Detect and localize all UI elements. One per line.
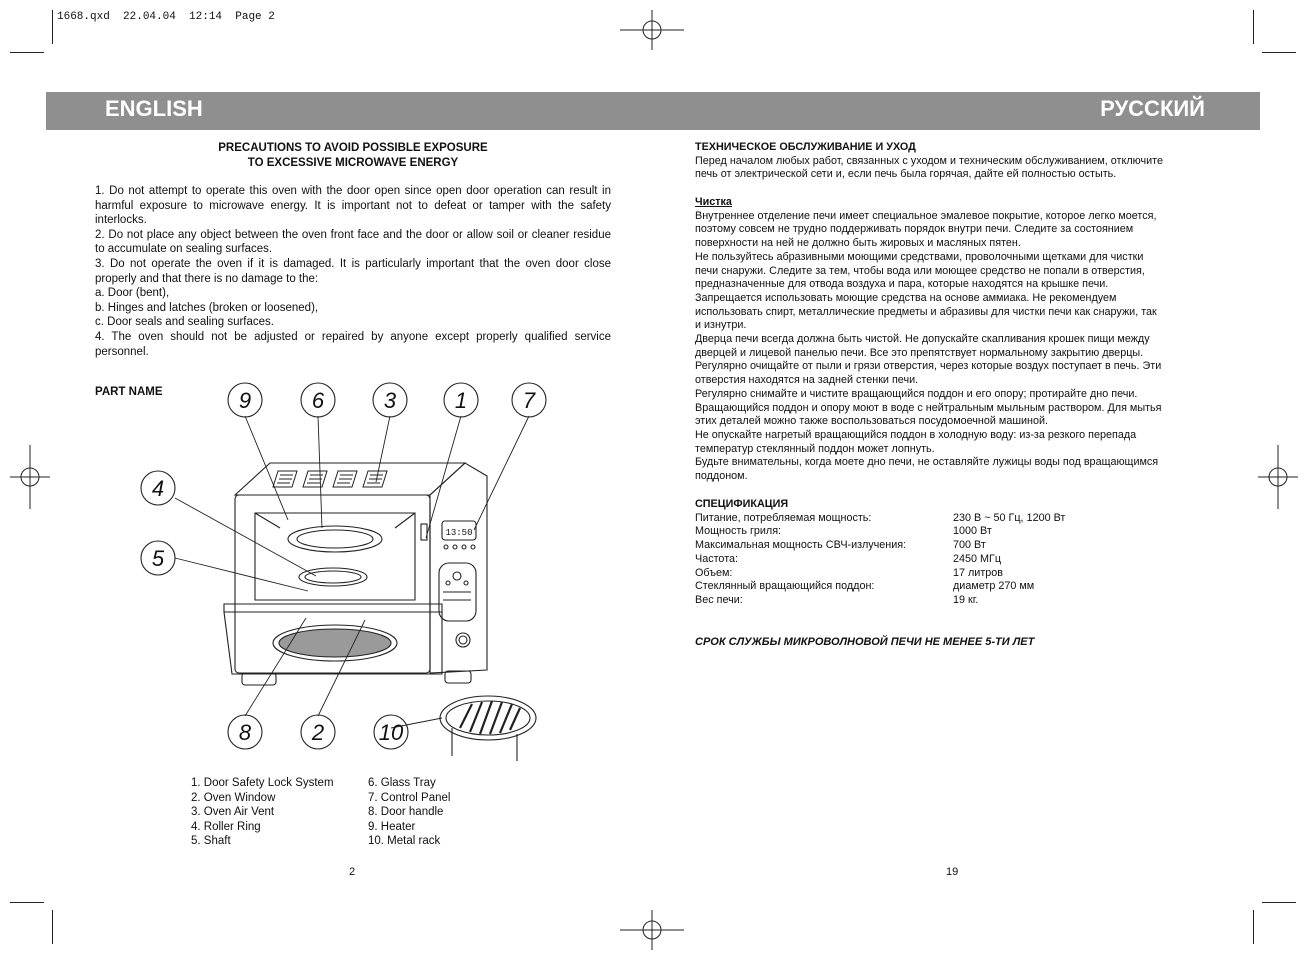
callout-10-label: 10	[378, 720, 404, 745]
cleaning-line: температур стеклянный поддон может лопнуть.	[695, 442, 935, 455]
part-name-label: PART NAME	[95, 386, 163, 398]
cleaning-line: использовать спирт, металлические предметы и абразивы для чистки печи как снаружи, так	[695, 305, 1157, 318]
spec-section	[695, 498, 1210, 608]
maintenance-section	[695, 141, 1210, 182]
part-item: 7. Control Panel	[368, 791, 451, 804]
header-english-title: ENGLISH	[105, 96, 203, 121]
callout-1-label: 1	[454, 388, 468, 413]
cleaning-line: этих деталей можно также воспользоваться посудомоечной машиной.	[695, 415, 1049, 428]
spec-key: Питание, потребляемая мощность:	[695, 511, 872, 524]
precaution-item: 4. The oven should not be adjusted or repaired by anyone except properly qualified service personnel.	[95, 330, 611, 358]
spec-row	[695, 525, 1210, 539]
crop-mark	[52, 910, 53, 944]
service-life-note: СРОК СЛУЖБЫ МИКРОВОЛНОВОЙ ПЕЧИ НЕ МЕНЕЕ 5-ТИ ЛЕТ	[695, 636, 1035, 648]
cleaning-section	[695, 196, 1210, 484]
spec-key: Мощность гриля:	[695, 525, 782, 538]
callout-7-label: 7	[522, 388, 536, 413]
header-russian-title: РУССКИЙ	[1100, 96, 1205, 121]
crop-mark	[1262, 52, 1296, 53]
spec-value: 230 В ~ 50 Гц, 1200 Вт	[953, 511, 1066, 524]
spec-key: Вес печи:	[695, 593, 743, 606]
callout-5-label: 5	[151, 546, 165, 571]
precautions-heading-line2: TO EXCESSIVE MICROWAVE ENERGY	[247, 157, 459, 169]
cleaning-line: Вращающийся поддон и опору моют в воде с нейтральным мыльным раствором. Для мытья	[695, 401, 1162, 414]
cleaning-line: Внутреннее отделение печи имеет специальное эмалевое покрытие, которое легко моется,	[695, 209, 1157, 222]
spec-value: 19 кг.	[953, 593, 979, 606]
cleaning-line: поэтому совсем не трудно поддерживать порядок внутри печи. Следите за состоянием	[695, 223, 1134, 236]
precaution-item: 2. Do not place any object between the oven front face and the door or allow soil or cleaner residue to accumulate on sealing surfaces.	[95, 228, 611, 256]
cleaning-line: Будьте внимательны, когда моете дно печи, не оставляйте лужицы воды под вращающимся	[695, 456, 1159, 469]
crop-mark	[1253, 910, 1254, 944]
precaution-item: a. Door (bent),	[95, 287, 170, 300]
cleaning-line: отверстия находятся на задней стенки печи.	[695, 374, 919, 387]
part-item: 6. Glass Tray	[368, 777, 436, 789]
callout-3-label: 3	[383, 388, 397, 413]
maintenance-line: Перед началом любых работ, связанных с уходом и техническим обслуживанием, отключите	[695, 154, 1163, 167]
precaution-item: b. Hinges and latches (broken or loosened),	[95, 301, 319, 314]
spec-row	[695, 512, 1210, 526]
spec-key: Стеклянный вращающийся поддон:	[695, 580, 875, 593]
crop-mark	[10, 902, 44, 903]
page-number-right: 19	[946, 866, 959, 878]
callout-8-label: 8	[238, 720, 252, 745]
spec-row	[695, 594, 1210, 608]
spec-value: диаметр 270 мм	[953, 580, 1035, 593]
crop-mark	[52, 10, 53, 44]
precaution-item: 3. Do not operate the oven if it is damaged. It is particularly important that the oven door close properly and that there is no damage to the:	[95, 257, 611, 285]
crop-mark	[10, 52, 44, 53]
spec-key: Частота:	[695, 552, 739, 565]
registration-mark-left	[10, 445, 50, 509]
spec-value: 1000 Вт	[953, 525, 992, 538]
parts-list-left	[191, 776, 334, 849]
cleaning-line: Не опускайте нагретый вращающийся поддон в холодную воду: из-за резкого перепада	[695, 428, 1137, 441]
callout-6-label: 6	[311, 388, 325, 413]
part-item: 8. Door handle	[368, 806, 444, 819]
spec-row	[695, 567, 1210, 581]
cleaning-line: Дверца печи всегда должна быть чистой. Не допускайте скапливания крошек пищи между	[695, 333, 1150, 346]
cleaning-line: дверцей и лицевой панелью печи. Все это препятствует нормальному закрытию дверцы.	[695, 346, 1144, 359]
spec-key: Максимальная мощность СВЧ-излучения:	[695, 539, 907, 552]
page-number-left: 2	[349, 866, 356, 878]
part-item: 4. Roller Ring	[191, 820, 261, 833]
part-item: 1. Door Safety Lock System	[191, 777, 334, 789]
maintenance-heading: ТЕХНИЧЕСКОЕ ОБСЛУЖИВАНИЕ И УХОД	[695, 141, 916, 153]
registration-mark-bottom	[620, 910, 684, 950]
spec-row	[695, 580, 1210, 594]
spec-row	[695, 539, 1210, 553]
slug-date: 22.04.04	[123, 11, 176, 23]
slug-time: 12:14	[189, 11, 223, 23]
part-item: 10. Metal rack	[368, 835, 441, 848]
crop-mark	[1262, 902, 1296, 903]
part-item: 5. Shaft	[191, 835, 231, 848]
cleaning-line: поддоном.	[695, 470, 748, 483]
cleaning-line: Не пользуйтесь абразивными моющими средствами, проволочными щетками для чистки	[695, 250, 1144, 263]
part-item: 9. Heater	[368, 820, 416, 833]
cleaning-line: и изнутри.	[695, 319, 747, 332]
cleaning-line: Запрещается использовать моющие средства на основе аммиака. Не рекомендуем	[695, 291, 1117, 304]
spec-value: 17 литров	[953, 566, 1004, 579]
cleaning-line: Регулярно очищайте от пыли и грязи отверстия, через которые воздух поступает в печь. Эти	[695, 360, 1162, 373]
crop-mark	[1253, 10, 1254, 44]
cleaning-line: поверхности на ней не должно быть жировых и масляных пятен.	[695, 237, 1021, 250]
part-item: 2. Oven Window	[191, 791, 276, 804]
parts-list-right	[368, 776, 450, 849]
display-time: 13:50	[445, 528, 473, 538]
registration-mark-top	[620, 10, 684, 50]
header-bar	[46, 92, 1260, 130]
spec-row	[695, 553, 1210, 567]
spec-heading: СПЕЦИФИКАЦИЯ	[695, 498, 789, 510]
spec-value: 2450 МГц	[953, 552, 1002, 565]
callout-2-label: 2	[311, 720, 325, 745]
registration-mark-right	[1258, 445, 1298, 509]
microwave-diagram	[130, 378, 560, 763]
callout-9-label: 9	[238, 388, 252, 413]
cleaning-line: печи снаружи. Следите за тем, чтобы вода или моющее средство не попали в отверстия,	[695, 264, 1145, 277]
slug-file: 1668.qxd	[57, 11, 110, 23]
cleaning-heading: Чистка	[695, 196, 732, 208]
precautions-list	[95, 184, 611, 359]
spec-value: 700 Вт	[953, 539, 986, 552]
precaution-item: 1. Do not attempt to operate this oven with the door open since open door operation can result in harmful exposure to microwave energy. It is important not to defeat or tamper with the safety interlocks.	[95, 185, 611, 227]
precaution-item: c. Door seals and sealing surfaces.	[95, 316, 274, 329]
spec-key: Объем:	[695, 566, 733, 579]
cleaning-line: Регулярно снимайте и чистите вращающийся поддон и его опору; протирайте дно печи.	[695, 387, 1138, 400]
part-item: 3. Oven Air Vent	[191, 806, 275, 819]
precautions-heading	[95, 141, 611, 171]
maintenance-line: печь от электрической сети и, если печь была горячая, дайте ей полностью остыть.	[695, 168, 1117, 181]
precautions-heading-line1: PRECAUTIONS TO AVOID POSSIBLE EXPOSURE	[218, 142, 488, 154]
cleaning-line: предназначенные для отвода воздуха и пара, которые находятся на крышке печи.	[695, 278, 1109, 291]
print-slug	[57, 11, 275, 23]
callout-4-label: 4	[151, 476, 165, 501]
slug-page: Page 2	[235, 11, 275, 23]
